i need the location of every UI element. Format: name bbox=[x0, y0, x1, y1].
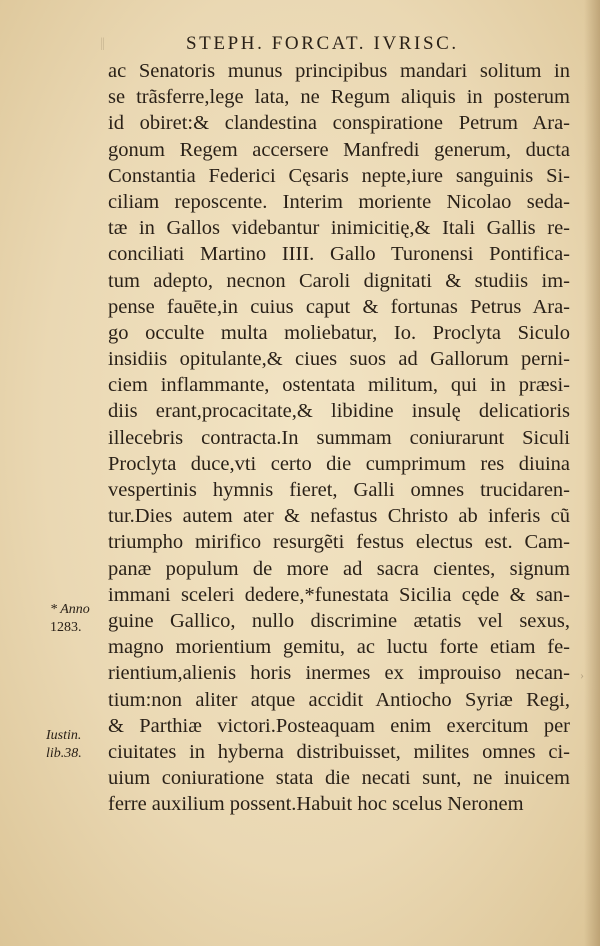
margin-note-author: Iustin. bbox=[46, 728, 82, 743]
text-line: immani sceleri dedere,*funestata Sicilia cęde & san- bbox=[108, 583, 570, 606]
text-line: se trãsferre,lege lata, ne Regum aliquis in posterum bbox=[108, 86, 570, 109]
text-line: go occulte multa moliebatur, Io. Proclyta Siculo bbox=[108, 321, 570, 344]
text-line: magno morientium gemitu, ac luctu forte etiam fe- bbox=[108, 636, 570, 659]
bleed-mark: › bbox=[580, 668, 584, 682]
running-head: STEPH. FORCAT. IVRISC. bbox=[186, 33, 459, 54]
text-line: tium:non aliter atque accidit Antiocho Syriæ Regi, bbox=[108, 688, 570, 711]
show-through-bleed: ‖ bbox=[100, 34, 109, 54]
main-text-block bbox=[108, 58, 570, 817]
text-line: pense fauēte,in cuius caput & fortunas Petrus Ara- bbox=[108, 295, 570, 318]
text-line: ciuitates in hyberna distribuisset, milites omnes ci- bbox=[108, 740, 570, 763]
text-line: tur.Dies autem ater & nefastus Christo ab inferis cũ bbox=[108, 505, 570, 528]
text-line: ac Senatoris munus principibus mandari solitum in bbox=[108, 60, 570, 82]
text-line: Constantia Federici Cęsaris nepte,iure sanguinis Si- bbox=[108, 164, 570, 187]
margin-note-citation bbox=[46, 727, 82, 763]
text-line: id obiret:& clandestina conspiratione Petrum Ara- bbox=[108, 112, 570, 135]
text-line: panæ populum de more ad sacra cientes, signum bbox=[108, 557, 570, 580]
text-line: diis erant,procacitate,& libidine insulę delicatioris bbox=[108, 400, 570, 423]
text-line: tæ in Gallos videbantur inimicitię,& Itali Gallis re- bbox=[108, 217, 570, 240]
text-line: & Parthiæ victori.Posteaquam enim exercitum per bbox=[108, 714, 570, 737]
text-line: illecebris contracta.In summam coniurarunt Siculi bbox=[108, 426, 570, 449]
margin-note-book: lib.38. bbox=[46, 746, 82, 761]
text-line: rientium,alienis horis inermes ex improuiso necan- bbox=[108, 662, 570, 685]
margin-note-year bbox=[50, 601, 90, 637]
margin-note-asterisk: * bbox=[50, 602, 57, 617]
text-line: guine Gallico, nullo discrimine ætatis vel sexus, bbox=[108, 609, 570, 632]
text-line: conciliati Martino IIII. Gallo Turonensi Pontifica- bbox=[108, 243, 570, 266]
text-line: ciem inflammante, ostentata militum, qui in præsi- bbox=[108, 374, 570, 397]
margin-note-anno-word: Anno bbox=[60, 602, 90, 617]
text-line: insidiis opitulante,& ciues suos ad Gallorum perni- bbox=[108, 348, 570, 371]
text-line: vespertinis hymnis fieret, Galli omnes trucidaren- bbox=[108, 479, 570, 501]
text-line: triumpho mirifico resurgẽti festus electus est. Cam- bbox=[108, 531, 570, 554]
text-line: Proclyta duce,vti certo die cumprimum res diuina bbox=[108, 452, 570, 475]
text-line: ferre auxilium possent.Habuit hoc scelus Neronem bbox=[108, 793, 524, 816]
margin-note-anno-year: 1283. bbox=[50, 620, 82, 635]
text-line: tum adepto, necnon Caroli dignitati & studiis im- bbox=[108, 269, 570, 292]
page-edge-shadow bbox=[584, 0, 600, 946]
text-line: ciliam reposcente. Interim moriente Nicolao seda- bbox=[108, 190, 570, 213]
text-line: uium coniuratione stata die necati sunt, ne inuicem bbox=[108, 767, 570, 790]
text-line: gonum Regem accersere Manfredi generum, ducta bbox=[108, 138, 570, 161]
